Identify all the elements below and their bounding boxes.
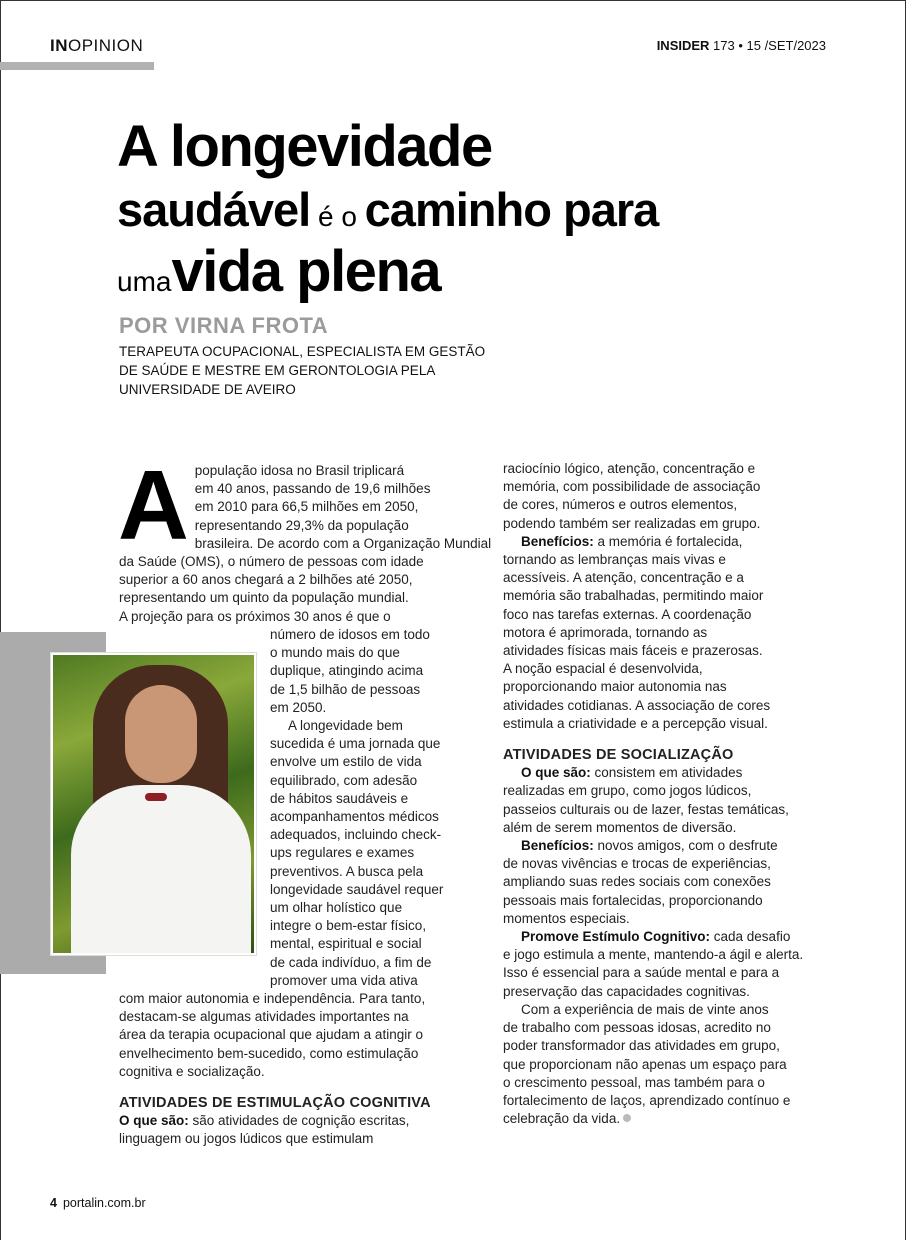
text-line: representando 29,3% da população bbox=[194, 517, 409, 533]
text-line bbox=[503, 837, 815, 855]
page-number: 4 bbox=[50, 1196, 57, 1210]
text-line: equilibrado, com adesão bbox=[270, 772, 418, 788]
article-column-1-narrow bbox=[270, 626, 470, 990]
article-column-2 bbox=[503, 460, 815, 1128]
headline-connector-uma: uma bbox=[117, 266, 172, 297]
text-line: de 1,5 bilhão de pessoas bbox=[270, 681, 421, 697]
issue-date: 173 • 15 /SET/2023 bbox=[709, 38, 826, 53]
headline-connector: é o bbox=[310, 201, 365, 232]
text-line: A noção espacial é desenvolvida, bbox=[503, 661, 703, 677]
text-line: passeios culturais ou de lazer, festas temáticas, bbox=[503, 801, 789, 817]
text-run: cada desafio bbox=[710, 929, 791, 945]
text-line: preservação das capacidades cognitivas. bbox=[503, 983, 750, 999]
text-line: de cada indivíduo, a fim de bbox=[270, 954, 432, 970]
text-line bbox=[503, 928, 815, 946]
photo-face bbox=[125, 685, 197, 783]
text-line: linguagem ou jogos lúdicos que estimulam bbox=[119, 1131, 374, 1147]
text-line: preventivos. A busca pela bbox=[270, 863, 424, 879]
text-line: e jogo estimula a mente, mantendo-a ágil e alerta. bbox=[503, 947, 804, 963]
text-line: área da terapia ocupacional que ajudam a atingir o bbox=[119, 1027, 423, 1043]
footer-site-link[interactable]: portalin.com.br bbox=[62, 1196, 146, 1210]
text-line: além de serem momentos de diversão. bbox=[503, 819, 737, 835]
headline-line-3 bbox=[117, 239, 658, 305]
dropcap: A bbox=[118, 450, 189, 560]
label-benefits: Benefícios: bbox=[521, 533, 594, 549]
text-line: de trabalho com pessoas idosas, acredito no bbox=[503, 1020, 771, 1036]
text-line: acompanhamentos médicos bbox=[270, 809, 439, 825]
text-line: podendo também ser realizadas em grupo. bbox=[503, 515, 761, 531]
section-bar bbox=[0, 62, 154, 70]
text-line: Com a experiência de mais de vinte anos bbox=[521, 1001, 769, 1017]
text-line: um olhar holístico que bbox=[270, 900, 403, 916]
section-heading-socialization: ATIVIDADES DE SOCIALIZAÇÃO bbox=[503, 747, 734, 764]
text-line bbox=[119, 1112, 469, 1130]
photo-shirt bbox=[71, 785, 251, 955]
page-title bbox=[117, 114, 659, 305]
text-line: em 40 anos, passando de 19,6 milhões bbox=[194, 481, 431, 497]
text-line: tornando as lembranças mais vivas e bbox=[503, 552, 726, 568]
text-line: ampliando suas redes sociais com conexões bbox=[503, 874, 771, 890]
text-line: proporcionando maior autonomia nas bbox=[503, 679, 727, 695]
text-line: atividades cotidianas. A associação de cores bbox=[503, 697, 771, 713]
text-line: sucedida é uma jornada que bbox=[270, 736, 441, 752]
section-heading-cognitive: ATIVIDADES DE ESTIMULAÇÃO COGNITIVA bbox=[119, 1095, 431, 1112]
author-name: POR VIRNA FROTA bbox=[119, 313, 329, 338]
author-photo bbox=[51, 653, 256, 955]
photo-necklace bbox=[145, 793, 167, 801]
text-line: de cores, números e outros elementos, bbox=[503, 497, 738, 513]
text-line: realizadas em grupo, como jogos lúdicos, bbox=[503, 783, 752, 799]
article-column-1 bbox=[118, 450, 492, 626]
author-bio-line: DE SAÚDE E MESTRE EM GERONTOLOGIA PELA bbox=[119, 363, 436, 378]
text-line bbox=[503, 764, 815, 782]
text-line: em 2010 para 66,5 milhões em 2050, bbox=[194, 499, 419, 515]
text-line: o mundo mais do que bbox=[270, 645, 400, 661]
text-line: da Saúde (OMS), o número de pessoas com idade bbox=[119, 554, 424, 570]
text-line: foco nas tarefas externas. A coordenação bbox=[503, 606, 752, 622]
page-edge-left bbox=[0, 0, 1, 1240]
text-line: ups regulares e exames bbox=[270, 845, 415, 861]
label-cognitive: Promove Estímulo Cognitivo: bbox=[521, 929, 711, 945]
text-run: consistem em atividades bbox=[590, 765, 743, 781]
text-line: de hábitos saudáveis e bbox=[270, 790, 409, 806]
text-line: cognitiva e socialização. bbox=[119, 1063, 265, 1079]
text-line: motora é aprimorada, tornando as bbox=[503, 624, 708, 640]
issue-info bbox=[657, 38, 826, 53]
text-line: mental, espiritual e social bbox=[270, 936, 422, 952]
text-line: destacam-se algumas atividades importantes na bbox=[119, 1009, 409, 1025]
text-line: o crescimento pessoal, mas também para o bbox=[503, 1074, 765, 1090]
text-line: estimula a criatividade e a percepção visual. bbox=[503, 715, 768, 731]
text-run: novos amigos, com o desfrute bbox=[593, 838, 778, 854]
text-line: fortalecimento de laços, aprendizado contínuo e bbox=[503, 1092, 791, 1108]
label-benefits: Benefícios: bbox=[521, 838, 594, 854]
page-edge-top bbox=[0, 0, 906, 1]
text-line: raciocínio lógico, atenção, concentração e bbox=[503, 461, 756, 476]
text-line: que proporcionam não apenas um espaço para bbox=[503, 1056, 787, 1072]
text-line: pessoais mais fortalecidas, proporcionando bbox=[503, 892, 763, 908]
author-bio bbox=[119, 342, 549, 399]
text-run: a memória é fortalecida, bbox=[593, 533, 743, 549]
author-bio-line: TERAPEUTA OCUPACIONAL, ESPECIALISTA EM GESTÃO bbox=[119, 344, 486, 359]
text-line: adequados, incluindo check- bbox=[270, 827, 442, 843]
headline-word-vida-plena: vida plena bbox=[171, 239, 441, 304]
headline-word-saudavel: saudável bbox=[117, 183, 311, 236]
text-line: envolve um estilo de vida bbox=[270, 754, 422, 770]
text-line bbox=[503, 533, 815, 551]
text-line: poder transformador das atividades em grupo, bbox=[503, 1038, 780, 1054]
section-tag-light: OPINION bbox=[68, 36, 144, 55]
end-of-article-icon bbox=[623, 1114, 631, 1122]
text-line: duplique, atingindo acima bbox=[270, 663, 424, 679]
author-bio-line: UNIVERSIDADE DE AVEIRO bbox=[119, 382, 296, 397]
section-tag bbox=[50, 36, 143, 56]
text-line: brasileira. De acordo com a Organização Mundial bbox=[194, 535, 492, 551]
text-line: momentos especiais. bbox=[503, 910, 630, 926]
issue-publication: INSIDER bbox=[656, 38, 710, 53]
text-line: superior a 60 anos chegará a 2 bilhões até 2050, bbox=[119, 572, 413, 588]
headline-word-caminho: caminho para bbox=[364, 183, 659, 236]
text-line: acessíveis. A atenção, concentração e a bbox=[503, 570, 744, 586]
text-line: A projeção para os próximos 30 anos é que o bbox=[119, 608, 391, 624]
section-tag-bold: IN bbox=[50, 36, 68, 55]
text-line: com maior autonomia e independência. Para tanto, bbox=[119, 991, 426, 1006]
text-line: envelhecimento bem-sucedido, como estimulação bbox=[119, 1045, 419, 1061]
text-line: número de idosos em todo bbox=[270, 627, 430, 642]
text-line: memória são trabalhadas, permitindo maior bbox=[503, 588, 764, 604]
text-line: A longevidade bem bbox=[288, 718, 403, 734]
text-line: população idosa no Brasil triplicará bbox=[194, 463, 405, 478]
text-line: longevidade saudável requer bbox=[270, 881, 444, 897]
label-what: O que são: bbox=[119, 1113, 189, 1129]
text-line bbox=[503, 1110, 815, 1128]
text-line: em 2050. bbox=[270, 699, 327, 715]
text-line: de novas vivências e trocas de experiências, bbox=[503, 856, 771, 872]
headline-line-1: A longevidade bbox=[117, 114, 492, 179]
headline-line-2 bbox=[117, 183, 659, 241]
text-line: Isso é essencial para a saúde mental e para a bbox=[503, 965, 780, 981]
text-line: integre o bem-estar físico, bbox=[270, 918, 427, 934]
text-run: celebração da vida. bbox=[503, 1111, 621, 1127]
text-line: representando um quinto da população mundial. bbox=[119, 590, 409, 606]
text-run: são atividades de cognição escritas, bbox=[188, 1113, 410, 1129]
text-line: memória, com possibilidade de associação bbox=[503, 479, 761, 495]
label-what: O que são: bbox=[521, 765, 591, 781]
page-footer bbox=[50, 1196, 146, 1210]
text-line: promover uma vida ativa bbox=[270, 972, 418, 988]
text-line: atividades físicas mais fáceis e prazerosas. bbox=[503, 643, 763, 659]
article-column-1-bottom bbox=[119, 990, 469, 1149]
